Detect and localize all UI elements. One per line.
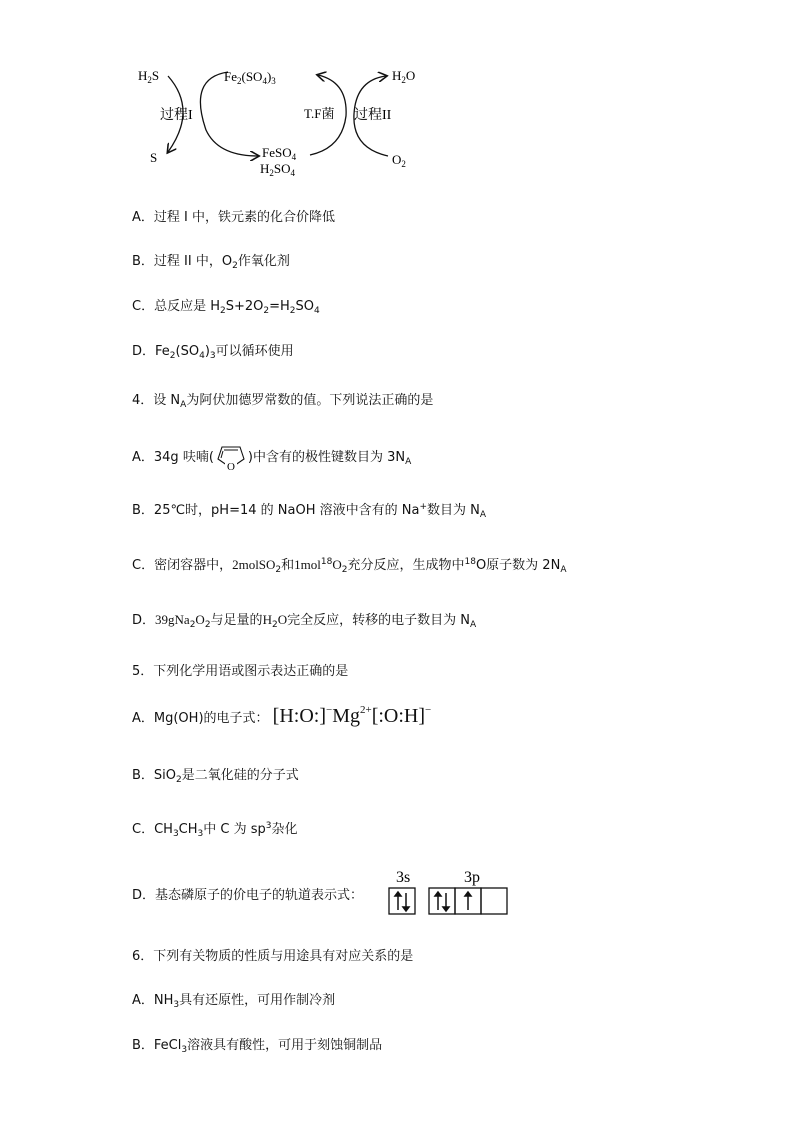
text: 是二氧化硅的分子式: [181, 768, 299, 783]
electron-formula: [273, 705, 432, 727]
q4-option-c: [132, 554, 566, 573]
text: O原子数为 2N: [475, 558, 561, 573]
subscript: A: [560, 565, 567, 575]
subscript: A: [405, 457, 412, 467]
text: B．SiO: [132, 768, 177, 783]
text: B．过程 II 中，O: [132, 254, 233, 269]
subscript: A: [479, 510, 487, 520]
orbital-label-3s: 3s: [396, 869, 411, 886]
label-fe2so43: $Fe_2(SO_4)_3$: [224, 69, 276, 86]
q5-option-c: [132, 818, 298, 837]
q3-option-a: [132, 206, 335, 225]
orbital-label-3p: 3p: [464, 869, 480, 886]
q6-option-a: [132, 989, 335, 1008]
subscript: 2: [275, 565, 282, 575]
subscript: 2: [289, 306, 296, 316]
subscript: 2: [220, 306, 226, 316]
superscript: 2+: [360, 704, 372, 716]
text: C．总反应是 H: [132, 299, 220, 314]
text: 可以循环使用: [215, 344, 294, 359]
superscript: 18: [464, 557, 476, 567]
subscript: 2: [176, 775, 182, 785]
text: 充分反应，生成物中: [347, 558, 465, 573]
q5-option-a: [132, 705, 431, 728]
subscript: 2: [341, 565, 348, 575]
text: A．34g 呋喃(: [132, 450, 214, 465]
subscript: 4: [199, 351, 205, 361]
subscript: 3: [209, 351, 216, 361]
q4-option-d: [132, 609, 476, 628]
text: Mg: [332, 705, 360, 727]
text: S+2O: [225, 299, 264, 314]
label-h2so4: $H_2SO_4$: [260, 161, 296, 178]
text: C．密闭容器中，: [132, 558, 233, 573]
text: 杂化: [271, 822, 298, 837]
subscript: 3: [197, 829, 204, 839]
label-h2s: $H_2S$: [138, 68, 160, 85]
text: 具有还原性，可用作制冷剂: [179, 993, 336, 1008]
text: D．基态磷原子的价电子的轨道表示式：: [132, 888, 364, 903]
reaction-cycle-diagram: [132, 60, 432, 185]
subscript: 3: [172, 829, 179, 839]
subscript: 2: [189, 620, 196, 630]
subscript: A: [469, 620, 477, 630]
text: 6．下列有关物质的性质与用途具有对应关系的是: [132, 949, 414, 964]
q5-option-d: [132, 884, 363, 903]
text: [H:O:]: [272, 705, 326, 727]
text: 2molSO: [232, 557, 276, 572]
superscript: +: [419, 502, 427, 512]
text: O: [277, 612, 288, 627]
label-h2o: $H_2O$: [392, 68, 416, 85]
text: =H: [269, 299, 290, 314]
orbital-box-3p-1: [429, 888, 455, 914]
text: O: [195, 612, 205, 627]
text: 为阿伏加德罗常数的值。下列说法正确的是: [186, 393, 434, 408]
subscript: 2: [271, 620, 278, 630]
text: 4．设 N: [132, 393, 181, 408]
text: D．: [132, 613, 156, 628]
q3-option-c: [132, 295, 320, 314]
text: H: [262, 612, 272, 627]
text: (SO: [175, 344, 200, 359]
orbital-diagram: [386, 866, 514, 918]
superscript: 18: [320, 557, 333, 567]
text: A．NH: [132, 993, 174, 1008]
q4-stem: [132, 389, 433, 408]
q4-option-b: [132, 499, 486, 518]
text: 中 C 为 sp: [203, 822, 266, 837]
orbital-box-3s: [389, 888, 415, 914]
text: 作氧化剂: [237, 254, 290, 269]
text: ): [204, 344, 210, 359]
text: )中含有的极性键数目为 3N: [247, 450, 406, 465]
q3-option-a-text: A．过程 I 中，铁元素的化合价降低: [132, 210, 335, 225]
text: [:O:H]: [371, 705, 426, 727]
superscript: −: [425, 704, 432, 716]
label-s: S: [150, 150, 158, 165]
text: 与足量的: [210, 613, 263, 628]
furan-ring-icon: [214, 443, 248, 471]
subscript: 2: [263, 306, 270, 316]
text: O: [332, 557, 342, 572]
q6-option-b: [132, 1034, 382, 1053]
text: B．FeCl: [132, 1038, 182, 1053]
label-feso4: FeSO$_4$: [262, 145, 297, 162]
text: 39gNa: [155, 612, 190, 627]
subscript: 3: [181, 1045, 188, 1055]
subscript: 2: [204, 620, 211, 630]
text: 完全反应，转移的电子数目为 N: [287, 613, 470, 628]
subscript: 3: [173, 1000, 180, 1010]
text: A．Mg(OH)的电子式：: [132, 711, 269, 726]
text: 5．下列化学用语或图示表达正确的是: [132, 664, 349, 679]
label-process-1: 过程I: [160, 108, 193, 123]
subscript: 4: [314, 306, 320, 316]
label-tf-bacteria: T.F菌: [304, 106, 335, 121]
q4-option-a: [132, 443, 411, 471]
text: 和1mol: [281, 557, 321, 572]
q6-stem: [132, 945, 413, 964]
superscript: −: [325, 704, 333, 716]
q5-option-b: [132, 764, 299, 783]
subscript: 2: [232, 261, 238, 271]
text: C．CH: [132, 822, 173, 837]
text: CH: [178, 822, 198, 837]
subscript: A: [180, 400, 187, 410]
label-o2: $O_2$: [392, 152, 406, 169]
q3-option-d: [132, 340, 294, 359]
text: 溶液具有酸性，可用于刻蚀铜制品: [187, 1038, 383, 1053]
text: B．25℃时，pH=14 的 NaOH 溶液中含有的 Na: [132, 503, 420, 518]
svg-text:O: O: [226, 461, 235, 471]
q5-stem: [132, 660, 348, 679]
q3-option-b: [132, 250, 290, 269]
arrow-fe3-to-feso4: [200, 72, 258, 156]
text: D．Fe: [132, 344, 170, 359]
superscript: 3: [265, 821, 272, 831]
label-process-2: 过程II: [354, 108, 392, 123]
subscript: 2: [169, 351, 176, 361]
orbital-box-3p-3: [481, 888, 507, 914]
text: SO: [295, 299, 315, 314]
text: 数目为 N: [427, 503, 480, 518]
